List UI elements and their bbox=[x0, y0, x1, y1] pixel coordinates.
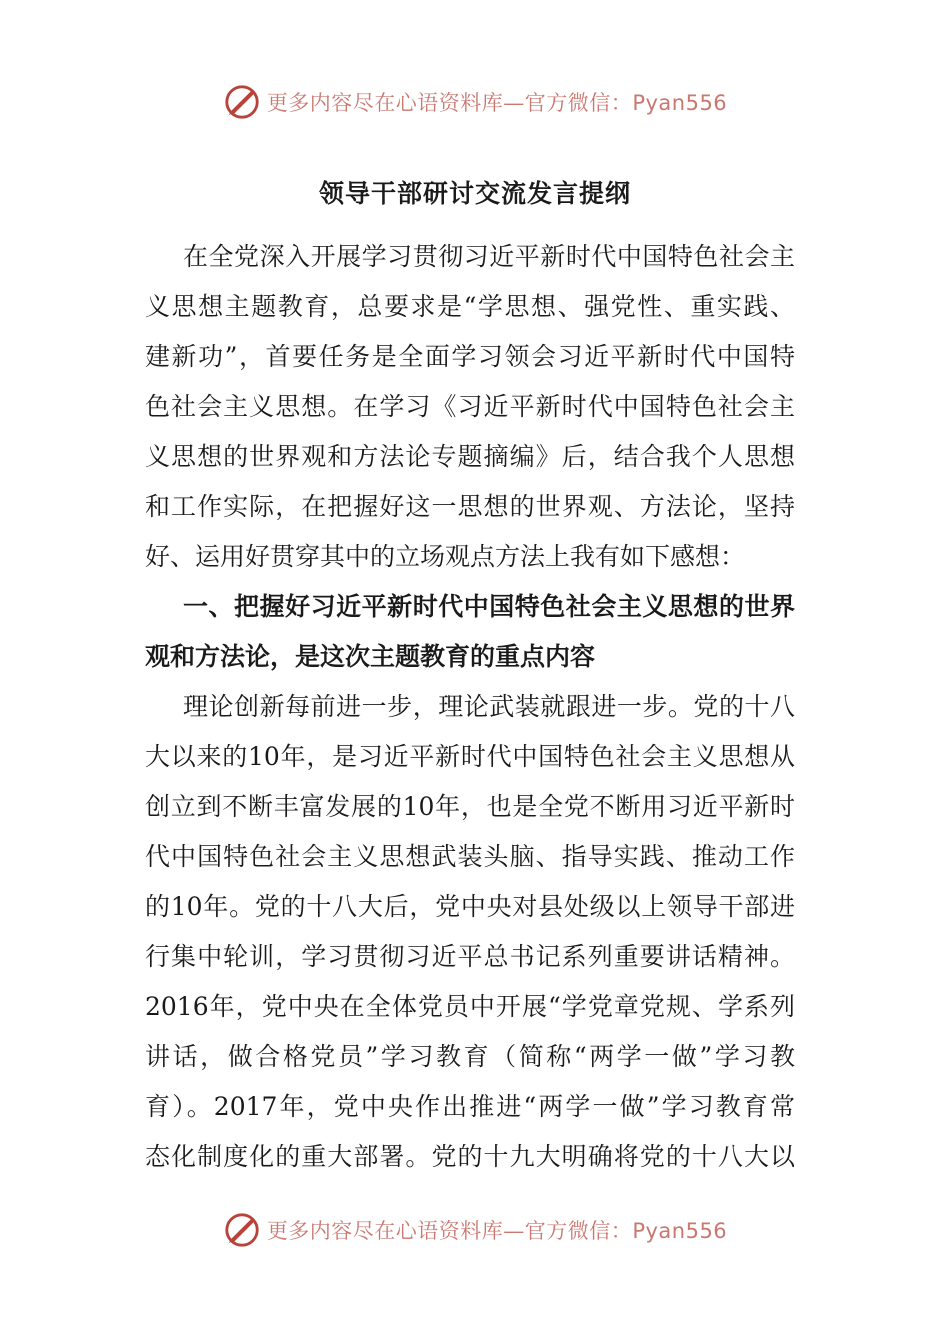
body-line: 好、运用好贯穿其中的立场观点方法上我有如下感想： bbox=[145, 542, 746, 571]
body-line: 建新功”，首要任务是全面学习领会习近平新时代中国特 bbox=[145, 342, 795, 371]
body-line: 大以来的10年，是习近平新时代中国特色社会主义思想从 bbox=[145, 742, 795, 771]
body-line: 的10年。党的十八大后，党中央对县处级以上领导干部进 bbox=[145, 892, 795, 921]
document-body bbox=[145, 232, 795, 1182]
document-title: 领导干部研讨交流发言提纲 bbox=[318, 179, 631, 208]
watermark-text: 更多内容尽在心语资料库—官方微信：Pyan556 bbox=[266, 1219, 728, 1243]
watermark-text: 更多内容尽在心语资料库—官方微信：Pyan556 bbox=[266, 91, 728, 115]
body-line: 讲话，做合格党员”学习教育（简称“两学一做”学习教 bbox=[145, 1042, 795, 1071]
body-line: 2016年，党中央在全体党员中开展“学党章党规、学系列 bbox=[145, 992, 795, 1021]
body-line: 理论创新每前进一步，理论武装就跟进一步。党的十八 bbox=[183, 692, 795, 721]
body-line: 育）。2017年，党中央作出推进“两学一做”学习教育常 bbox=[145, 1092, 795, 1121]
body-line: 义思想主题教育，总要求是“学思想、强党性、重实践、 bbox=[145, 292, 795, 321]
section-heading: 一、把握好习近平新时代中国特色社会主义思想的世界 bbox=[183, 592, 795, 621]
wechat-id: Pyan556 bbox=[632, 91, 728, 115]
body-line: 义思想的世界观和方法论专题摘编》后，结合我个人思想 bbox=[145, 442, 795, 471]
pen-logo-icon bbox=[223, 1211, 261, 1249]
body-line: 行集中轮训，学习贯彻习近平总书记系列重要讲话精神。 bbox=[145, 942, 795, 971]
body-line: 和工作实际，在把握好这一思想的世界观、方法论，坚持 bbox=[145, 492, 795, 521]
body-line: 创立到不断丰富发展的10年，也是全党不断用习近平新时 bbox=[145, 792, 795, 821]
body-line: 态化制度化的重大部署。党的十九大明确将党的十八大以 bbox=[145, 1142, 795, 1171]
pen-logo-icon bbox=[223, 83, 261, 121]
wechat-id: Pyan556 bbox=[632, 1219, 728, 1243]
body-line: 代中国特色社会主义思想武装头脑、指导实践、推动工作 bbox=[145, 842, 795, 871]
watermark-banner-top bbox=[0, 80, 950, 124]
watermark-banner-bottom bbox=[0, 1208, 950, 1252]
body-line: 色社会主义思想。在学习《习近平新时代中国特色社会主 bbox=[145, 392, 795, 421]
body-line: 在全党深入开展学习贯彻习近平新时代中国特色社会主 bbox=[183, 242, 795, 271]
section-heading: 观和方法论，是这次主题教育的重点内容 bbox=[145, 642, 596, 671]
